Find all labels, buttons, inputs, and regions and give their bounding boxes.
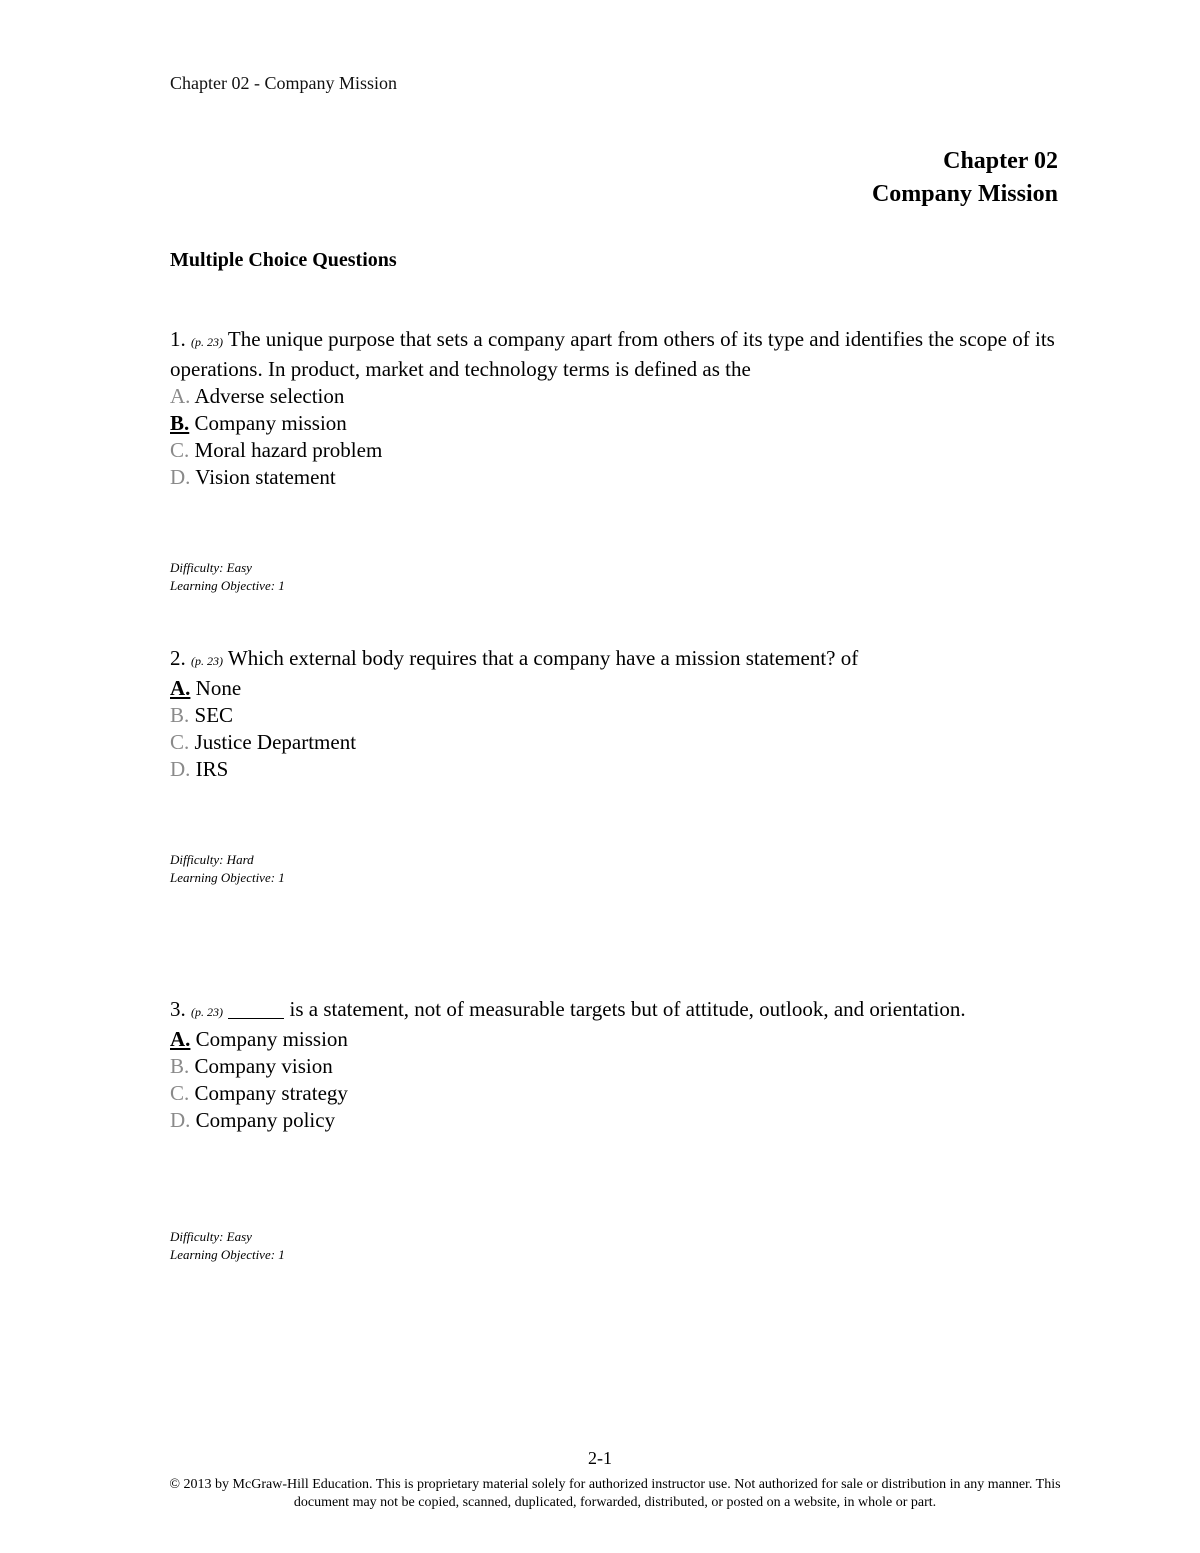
fill-in-blank xyxy=(228,1000,284,1019)
question-number: 3. xyxy=(170,997,186,1021)
question-stem xyxy=(170,326,1060,383)
option-letter: D. xyxy=(170,757,191,781)
option-letter: B. xyxy=(170,703,190,727)
option-text: SEC xyxy=(194,703,234,727)
question-3 xyxy=(170,996,970,1134)
difficulty-label: Difficulty: Easy xyxy=(170,560,252,575)
option-letter: C. xyxy=(170,1081,190,1105)
difficulty-label: Difficulty: Easy xyxy=(170,1229,252,1244)
page-number: 2-1 xyxy=(588,1448,612,1468)
question-text: is a statement, not of measurable targets but of attitude, outlook, and orientation. xyxy=(289,997,966,1021)
option-text: Adverse selection xyxy=(194,384,345,408)
question-stem xyxy=(170,996,970,1026)
learning-objective-label: Learning Objective: 1 xyxy=(170,870,285,885)
option-text: None xyxy=(195,676,242,700)
option-text: Company mission xyxy=(194,411,347,435)
option-text: Company policy xyxy=(195,1108,336,1132)
option-text: Moral hazard problem xyxy=(194,438,383,462)
option-letter: C. xyxy=(170,438,190,462)
question-text: The unique purpose that sets a company apart from others of its type and identifies the scope of its operations. In product, market and technology terms is defined as the xyxy=(170,327,1055,381)
option-letter: A. xyxy=(170,676,191,700)
option-letter: A. xyxy=(170,384,191,408)
option-c xyxy=(170,729,1060,756)
option-a xyxy=(170,383,1060,410)
question-stem xyxy=(170,645,1060,675)
page-reference: (p. 23) xyxy=(191,1005,223,1019)
page-reference: (p. 23) xyxy=(191,654,223,668)
option-letter: B. xyxy=(170,411,190,435)
option-letter: A. xyxy=(170,1027,191,1051)
question-1 xyxy=(170,326,1060,491)
option-letter: D. xyxy=(170,1108,191,1132)
option-text: Company strategy xyxy=(194,1081,348,1105)
option-d xyxy=(170,1107,970,1134)
option-text: IRS xyxy=(195,757,229,781)
chapter-name: Company Mission xyxy=(871,181,1058,207)
option-a-correct xyxy=(170,1026,970,1053)
question-text: Which external body requires that a company have a mission statement? of xyxy=(227,646,859,670)
option-b xyxy=(170,1053,970,1080)
answer-options xyxy=(170,675,1060,783)
question-1-meta xyxy=(170,559,285,595)
learning-objective-label: Learning Objective: 1 xyxy=(170,578,285,593)
question-2 xyxy=(170,645,1060,783)
option-b-correct xyxy=(170,410,1060,437)
option-d xyxy=(170,756,1060,783)
option-letter: B. xyxy=(170,1054,190,1078)
option-a-correct xyxy=(170,675,1060,702)
option-letter: C. xyxy=(170,730,190,754)
copyright-notice: © 2013 by McGraw-Hill Education. This is proprietary material solely for authorized instructor use. Not authorized for sale or distribution in any manner. This document may not be copied, scanned, duplicated, forwarded, distributed, or posted on a website, in whole or part. xyxy=(169,1477,1061,1510)
question-3-meta xyxy=(170,1228,285,1264)
option-text: Company mission xyxy=(195,1027,348,1051)
option-text: Justice Department xyxy=(194,730,357,754)
running-head: Chapter 02 - Company Mission xyxy=(170,73,397,93)
chapter-title xyxy=(872,145,1058,211)
chapter-number: Chapter 02 xyxy=(943,148,1058,174)
answer-options xyxy=(170,1026,970,1134)
section-heading: Multiple Choice Questions xyxy=(170,249,397,271)
option-b xyxy=(170,702,1060,729)
question-number: 1. xyxy=(170,327,186,351)
option-text: Company vision xyxy=(194,1054,333,1078)
option-d xyxy=(170,464,1060,491)
difficulty-label: Difficulty: Hard xyxy=(170,852,254,867)
option-c xyxy=(170,437,1060,464)
question-number: 2. xyxy=(170,646,186,670)
learning-objective-label: Learning Objective: 1 xyxy=(170,1247,285,1262)
option-c xyxy=(170,1080,970,1107)
question-2-meta xyxy=(170,851,285,887)
option-letter: D. xyxy=(170,465,191,489)
answer-options xyxy=(170,383,1060,491)
option-text: Vision statement xyxy=(195,465,336,489)
page-reference: (p. 23) xyxy=(191,335,223,349)
